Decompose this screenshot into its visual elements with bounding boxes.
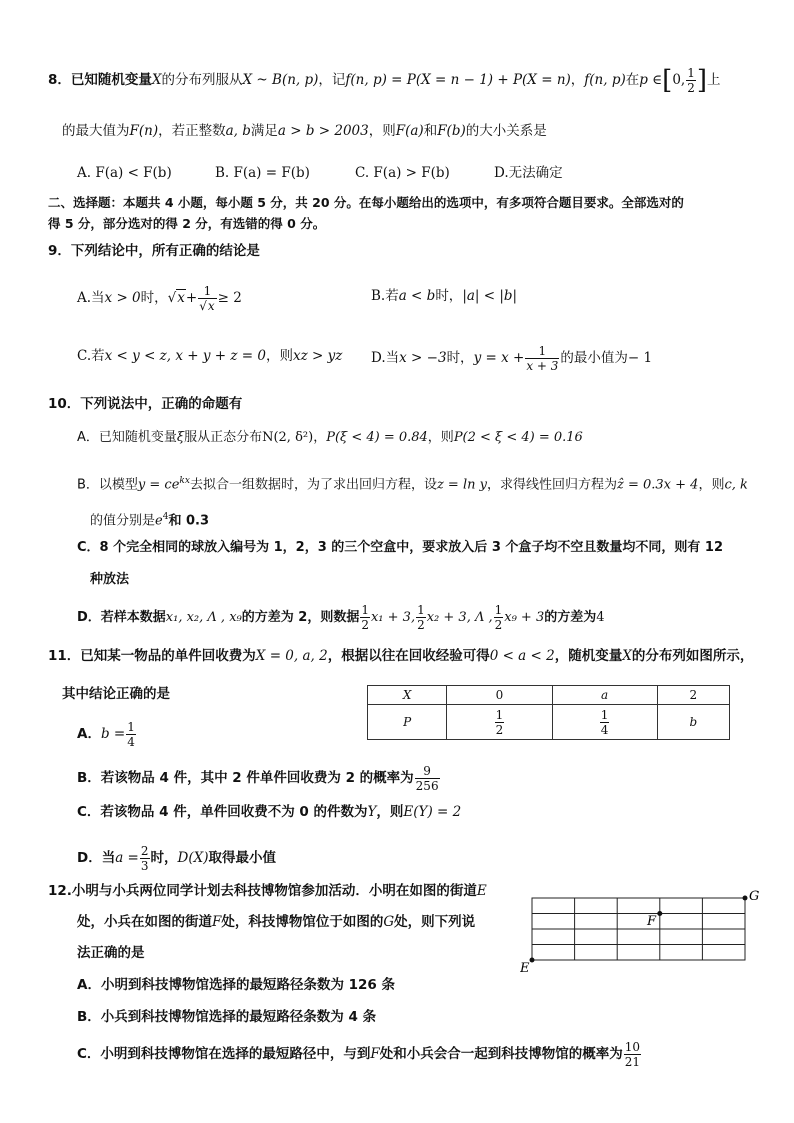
table-row: P $\frac{1}{2}$ $\frac{1}{4}$ b [368, 705, 730, 740]
q11-option-c: C．若该物品 4 件，单件回收费不为 0 的件数为Y，则E(Y) = 2 [77, 804, 462, 820]
label-f: F [647, 914, 657, 929]
q8-frac-half: $\frac{1}{2}$ [687, 66, 695, 95]
street-grid-lines [532, 898, 745, 960]
point-g-marker [743, 896, 748, 901]
q12-street-grid-diagram [520, 880, 770, 975]
section2-instructions-line2: 得 5 分，部分选对的得 2 分，有选错的得 0 分。 [48, 216, 326, 231]
q8-option-b: B. F(a) = F(b) [215, 165, 310, 181]
q11-option-b: B．若该物品 4 件，其中 2 件单件回收费为 2 的概率为 $\frac{9}{256}$ [77, 764, 439, 793]
q12-line3: 法正确的是 [77, 945, 145, 961]
label-e: E [520, 961, 530, 975]
q12-line2: 处，小兵在如图的街道F处，科技博物馆位于如图的G处，则下列说 [77, 914, 476, 930]
point-f-marker [657, 911, 662, 916]
q10-option-b-line2: 的值分别是$e^4$和 0.3 [90, 512, 210, 529]
q10-option-a: A．已知随机变量ξ服从正态分布N(2, δ²)，P(ξ < 4) = 0.84，则P(2 < ξ < 4) = 0.16 [77, 430, 583, 445]
q11-stem: 11．已知某一物品的单件回收费为X = 0, a, 2，根据以往在回收经验可得0 < a < 2，随机变量X的分布列如图所示， [48, 648, 754, 664]
q9-option-a: A.当x > 0时，√x+ $\frac{1}{√x}$ ≥ 2 [77, 284, 242, 313]
q12-option-b: B．小兵到科技博物馆选择的最短路径条数为 4 条 [77, 1009, 377, 1025]
q12-line1: 12.小明与小兵两位同学计划去科技博物馆参加活动．小明在如图的街道E [48, 883, 487, 899]
q9-option-c: C.若x < y < z, x + y + z = 0，则xz > yz [77, 348, 343, 364]
q11-option-a: A．b = $\frac{1}{4}$ [77, 720, 135, 749]
q10-stem: 10．下列说法中，正确的命题有 [48, 396, 243, 412]
q8-option-c: C. F(a) > F(b) [355, 165, 450, 181]
q12-option-c: C．小明到科技博物馆在选择的最短路径中，与到F处和小兵会合一起到科技博物馆的概率为 $\frac{10}{21}$ [77, 1040, 641, 1069]
q10-option-b: B．以模型$y = ce^{kx}$去拟合一组数据时，为了求出回归方程，设z = ln y，求得线性回归方程为ẑ = 0.3x + 4，则c, k [77, 476, 748, 493]
q11-option-d: D．当a = $\frac{2}{3}$ 时，D(X)取得最小值 [77, 844, 276, 873]
q11-stem-line2: 其中结论正确的是 [62, 686, 170, 702]
label-g: G [749, 889, 760, 904]
q8-option-d: D.无法确定 [494, 165, 563, 181]
q9-stem: 9．下列结论中，所有正确的结论是 [48, 243, 260, 259]
table-row: X 0 a 2 [368, 686, 730, 705]
q10-option-c-line2: 种放法 [90, 572, 130, 587]
section2-instructions-line1: 二、选择题：本题共 4 小题，每小题 5 分，共 20 分。在每小题给出的选项中，有多项符合题目要求。全部选对的 [48, 195, 684, 210]
q8-option-a: A. F(a) < F(b) [77, 165, 172, 181]
q9-option-b: B.若a < b时，|a| < |b| [371, 288, 518, 304]
point-e-marker [530, 958, 535, 963]
q12-option-a: A．小明到科技博物馆选择的最短路径条数为 126 条 [77, 977, 396, 993]
q9-option-d: D.当x > −3时，y = x + $\frac{1}{x + 3}$ 的最小值为− 1 [371, 344, 653, 373]
q11-distribution-table [367, 685, 730, 740]
q8-line2: 的最大值为F(n)，若正整数a, b满足a > b > 2003，则F(a)和F(b)的大小关系是 [62, 123, 547, 139]
q10-option-d: D．若样本数据x₁, x₂, Λ , x₉的方差为 2，则数据 $\frac{1}{2}$ x₁ + 3, $\frac{1}{2}$ x₂ + 3, Λ , $\frac{1}{2}$ x₉ + 3的方差为4 [77, 603, 605, 632]
q8-line1: 8．已知随机变量X的分布列服从X ~ B(n, p)，记f(n, p) = P(X = n − 1) + P(X = n)，f(n, p)在p ∈[0, $\frac{1}{2}$ ]上 [48, 65, 721, 96]
q10-option-c-line1: C．8 个完全相同的球放入编号为 1，2，3 的三个空盒中，要求放入后 3 个盒子均不空且数量均不同，则有 12 [77, 540, 724, 555]
